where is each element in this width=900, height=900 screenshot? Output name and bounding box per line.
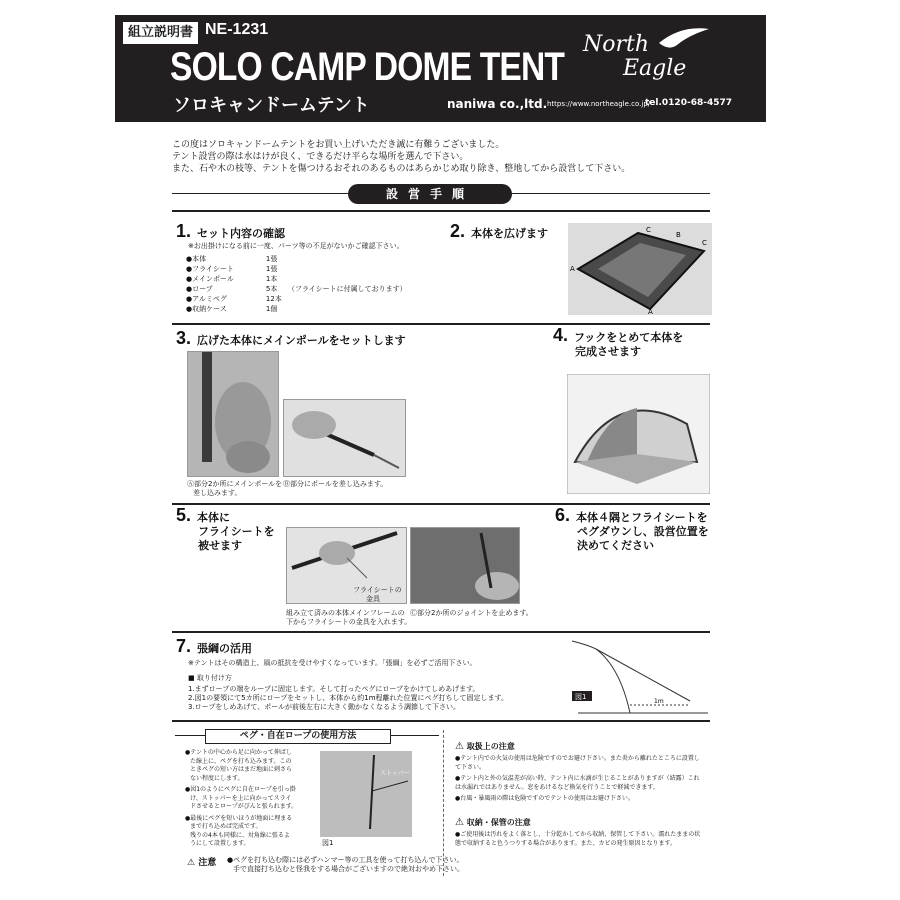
warning-icon: ⚠ [455,817,464,828]
parts-name: ●本体 [186,255,207,263]
step7-heading [176,636,252,657]
step4-title-line2: 完成させます [575,345,641,358]
step3-photo-a [187,351,279,477]
step3-caption-a1: Ⓐ部分2か所にメインポールを [187,480,283,488]
guyline-diagram [570,637,710,715]
peg-usage-box [175,729,464,877]
peg-figure [320,751,412,837]
brand-logo [581,23,711,83]
column-divider [443,730,444,876]
caution-line-1: ●ペグを打ち込む際には必ずハンマー等の工具を使って打ち込んで下さい。 [227,856,464,864]
step5-heading [176,505,275,553]
peg-instruction-line: 残りの4本も同様に、対角線に張るよ [190,831,290,839]
step1-title: セット内容の確認 [197,227,286,240]
company-name: naniwa co.,ltd. [447,97,548,111]
step7-line-1: 1.まずロープの端をループに固定します。そして打ったペグにロープをかけてしめあげます。 [188,685,480,693]
parts-qty: 1張 [265,255,278,263]
step5-number: 5. [176,505,192,525]
step6-heading [555,505,709,553]
parts-row [186,284,413,294]
label-a: A [570,265,575,273]
stopper-label: ストッパー [380,770,410,777]
step7-line-3: 3.ロープをしめあげて、ポールが前後左右に大きく動かなくなるよう調節して下さい。 [188,703,461,711]
handling-list [455,754,705,803]
company-url: https://www.northeagle.co.jp/ [547,100,651,108]
parts-row [186,304,413,314]
handling-section [455,741,705,803]
label-a: A [648,308,653,315]
warning-icon: ⚠ [455,741,464,752]
page-title-jp: ソロキャンドームテント [173,95,370,116]
step7-subheading: ■ 取り付け方 [188,674,232,682]
intro-line-1: この度はソロキャンドームテントをお買い上げいただき誠に有難うございました。 [172,140,505,150]
header-banner [115,15,766,122]
parts-row [186,274,413,284]
parts-row [186,264,413,274]
handling-title: 取扱上の注意 [466,742,515,751]
step3-number: 3. [176,328,192,348]
section-title: 設営手順 [348,184,512,204]
brand-line1: North [583,32,650,57]
label-c: C [646,226,651,234]
step5-caption-1a: 組み立て済みの本体メインフレームの [286,609,405,617]
peg-fig-label: 図1 [322,839,334,847]
parts-qty: 5本 [265,285,278,293]
handling-item: ●テント内と外の気温差が高い時、テント内に水滴が生じることがありますが（結露）これは水漏れではありません。窓をあけるなど換気を行うことで軽減できます。 [455,775,700,791]
step5-caption-2: Ⓒ部分2か所のジョイントを止めます。 [410,609,533,617]
parts-qty: 12本 [265,295,282,303]
step7-title: 張綱の活用 [197,642,253,655]
parts-name: ●ロープ [186,285,213,293]
model-number: NE-1231 [205,21,269,38]
parts-name: ●収納ケース [186,305,227,313]
storage-title: 収納・保管の注意 [466,818,531,827]
page-title: SOLO CAMP DOME TENT [170,45,565,89]
label-c: C [702,239,707,247]
parts-note [288,254,413,264]
peg-instruction [185,786,315,812]
step3-title: 広げた本体にメインポールをセットします [197,334,406,347]
storage-heading [455,817,705,828]
brand-line2: Eagle [623,56,687,81]
manual-badge: 組立説明書 [123,22,198,44]
peg-instruction-line: ●図1のようにペグに自在ロープを引っ掛 [185,786,296,793]
intro-line-3: また、石や木の枝等、テントを傷つけるおそれのあるものはあらかじめ取り除き、整地してから設営して下さい。 [172,164,631,174]
step6-title-line1: 本体４隅とフライシートを [576,511,708,524]
parts-row [186,254,413,264]
caution-label: 注意 [198,858,217,868]
step6-title-line3: 決めてください [577,539,654,552]
parts-qty: 1個 [265,305,278,313]
step3-caption-b: Ⓑ部分にポールを差し込みます。 [283,480,388,488]
step5-title-line3: 被せます [198,539,242,552]
step4-heading [553,325,684,359]
parts-qty: 1本 [265,275,278,283]
warning-icon: ⚠ [187,858,196,868]
peg-instruction-line: た線上に、ペグを打ち込みます。この [190,757,292,765]
peg-instructions [185,749,315,852]
step4-number: 4. [553,325,569,345]
step2-heading [450,221,548,242]
step7-number: 7. [176,636,192,656]
peg-instruction-line: うにして設置します。 [190,840,250,847]
handling-heading [455,741,705,752]
divider [172,503,710,505]
step3-caption-a2: 差し込みます。 [193,489,242,497]
peg-instruction-line: まで打ち込めば完成です。 [190,823,262,830]
peg-instruction [185,749,315,783]
peg-instruction-line: ●テントの中心から足に向かって伸ばし [185,749,292,756]
caution-heading [187,855,216,868]
handling-item: ●台風・暴風雨の際は危険ですのでテントの使用はお避け下さい。 [455,795,634,802]
divider [172,720,710,722]
feather-icon [659,28,709,47]
parts-note [288,274,413,284]
step3-heading [176,328,406,349]
step2-number: 2. [450,221,466,241]
fig-label: 図1 [575,693,587,701]
step5-caption-1b: 下からフライシートの金具を入れます。 [286,618,412,626]
divider [172,210,710,212]
intro-line-2: テント設営の際は水はけが良く、できるだけ平らな場所を選んで下さい。 [172,152,469,162]
peg-box-title: ペグ・自在ロープの使用方法 [205,729,391,744]
storage-item: ●ご使用後は汚れをよく落とし、十分乾かしてから収納、保管して下さい。濡れたままの状態で収納すると色うつりする場合があります。また、カビの発生原因となります。 [455,831,701,847]
step5-callout-line2: 金具 [366,595,380,603]
parts-qty: 1張 [265,265,278,273]
step7-note: ※テントはその構造上、風の抵抗を受けやすくなっています。「張綱」を必ずご活用下さい。 [188,659,477,667]
parts-name: ●メインポール [186,275,234,283]
parts-note [288,304,413,314]
fig-dimension: 1m [654,698,664,705]
handling-item: ●テント内での火気の使用は危険ですのでお避け下さい。また炎から離れたところに設置して下さい。 [455,755,700,771]
parts-note [288,264,413,274]
peg-instruction-line: ドさせるとロープがぴんと張られます。 [190,803,298,810]
step5-callout-line1: フライシートの [353,586,402,594]
step5-photo-2 [410,527,520,604]
step5-title-line2: フライシートを [198,525,275,538]
storage-list [455,830,705,848]
step6-number: 6. [555,505,571,525]
step3-photo-b [283,399,406,477]
peg-instruction-line: ●最後にペグを短いほうが地面に埋まる [185,814,293,822]
peg-instruction-line: ときペグの短い方はまだ地面に刺さら [190,766,293,773]
step4-tent-photo [567,374,710,494]
parts-list [186,254,413,314]
step4-title-line1: フックをとめて本体を [574,331,684,344]
peg-instruction [185,815,315,849]
step6-title-line2: ペグダウンし、設営位置を [577,525,709,538]
caution-line-2: 手で直接打ち込むと怪我をする場合がございますので絶対おやめ下さい。 [233,865,464,873]
parts-name: ●アルミペグ [186,295,227,303]
step1-note: ※お出掛けになる前に一度、パーツ等の不足がないかご確認下さい。 [188,242,404,250]
step1-number: 1. [176,221,192,241]
label-b: B [676,231,681,239]
step2-title: 本体を広げます [471,227,549,240]
parts-note [288,294,413,304]
peg-instruction-line: ない程度にします。 [190,774,244,782]
peg-instruction-line: け、ストッパーを上に向かってスライ [190,794,292,802]
parts-note: （フライシートに付属しております） [287,285,407,293]
step7-line-2: 2.図1の要領にて5カ所にロープをセットし、本体から約1m程離れた位置にペグ打ちして固定します。 [188,694,508,702]
parts-row [186,294,413,304]
parts-name: ●フライシート [186,265,234,273]
company-tel: tel.0120-68-4577 [645,98,733,108]
divider [172,631,710,633]
step2-tent-diagram [568,223,712,315]
divider [172,323,710,325]
step5-title-line1: 本体に [197,511,231,524]
storage-section [455,817,705,848]
step1-heading [176,221,285,242]
